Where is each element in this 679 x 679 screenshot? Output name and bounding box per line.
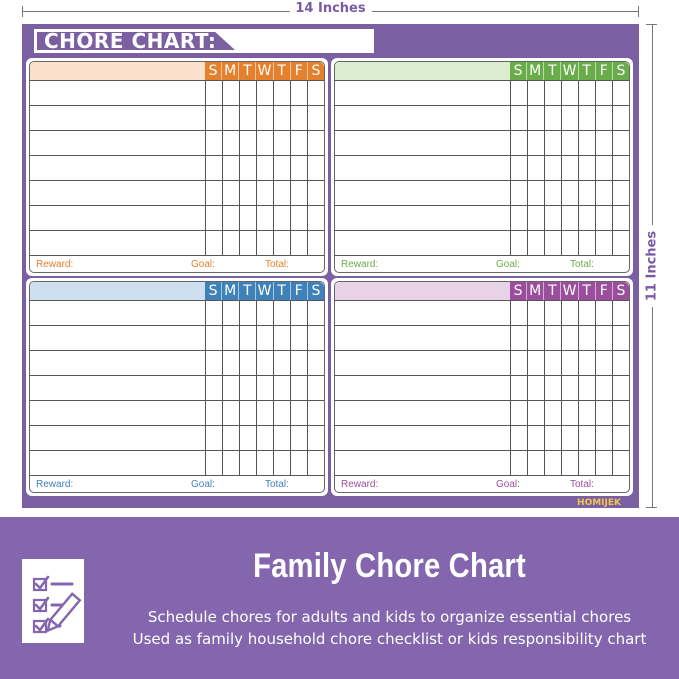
day-label: F	[290, 62, 307, 80]
grid-row-line	[30, 300, 324, 301]
day-header	[205, 282, 324, 300]
grid-row-line	[335, 255, 629, 256]
panel-footer	[341, 259, 623, 273]
chore-grid	[30, 300, 324, 475]
grid-row-line	[335, 450, 629, 451]
grid-column-line	[273, 80, 274, 255]
total-label: Total:	[570, 479, 594, 490]
chore-grid	[335, 80, 629, 255]
grid-row-line	[30, 230, 324, 231]
grid-row-line	[335, 400, 629, 401]
day-label: M	[526, 282, 543, 300]
day-label: M	[526, 62, 543, 80]
grid-column-line	[222, 300, 223, 475]
grid-row-line	[30, 375, 324, 376]
grid-column-line	[578, 80, 579, 255]
banner-line-2: Used as family household chore checklist or kids responsibility chart	[132, 630, 647, 648]
grid-row-line	[335, 105, 629, 106]
height-label: 11 Inches	[645, 225, 660, 307]
panel-footer	[36, 259, 318, 273]
grid-row-line	[30, 400, 324, 401]
total-label: Total:	[265, 479, 289, 490]
grid-column-line	[544, 80, 545, 255]
grid-column-line	[527, 80, 528, 255]
grid-row-line	[335, 180, 629, 181]
day-label: F	[290, 282, 307, 300]
day-label: T	[578, 62, 595, 80]
grid-row-line	[30, 350, 324, 351]
grid-column-line	[239, 300, 240, 475]
day-label: S	[510, 62, 526, 80]
day-label: F	[595, 62, 612, 80]
goal-label: Goal:	[496, 479, 520, 490]
chore-panel-green	[331, 58, 633, 276]
feature-banner	[0, 517, 679, 679]
grid-row-line	[335, 375, 629, 376]
grid-row-line	[335, 300, 629, 301]
day-label: S	[307, 62, 324, 80]
grid-row-line	[335, 230, 629, 231]
grid-column-line	[595, 300, 596, 475]
day-label: S	[612, 62, 629, 80]
grid-column-line	[290, 80, 291, 255]
width-dimension	[22, 0, 639, 22]
day-header	[510, 62, 629, 80]
grid-row-line	[30, 205, 324, 206]
checklist-pencil-icon	[20, 557, 92, 647]
day-label: T	[238, 62, 255, 80]
grid-column-line	[612, 300, 613, 475]
grid-column-line	[222, 80, 223, 255]
day-label: T	[578, 282, 595, 300]
title-bar	[34, 29, 374, 53]
panel-header-band	[30, 62, 205, 80]
brand-logo: HOMIJEK	[577, 498, 621, 508]
panel-footer	[36, 479, 318, 493]
day-label: W	[560, 62, 577, 80]
chore-panel-blue	[26, 278, 328, 496]
grid-row-line	[30, 155, 324, 156]
goal-label: Goal:	[496, 259, 520, 270]
grid-row-line	[30, 80, 324, 81]
height-dimension	[640, 24, 664, 508]
grid-row-line	[335, 350, 629, 351]
grid-column-line	[307, 300, 308, 475]
day-label: T	[238, 282, 255, 300]
grid-row-line	[30, 425, 324, 426]
grid-column-line	[239, 80, 240, 255]
goal-label: Goal:	[191, 479, 215, 490]
grid-column-line	[561, 80, 562, 255]
width-label: 14 Inches	[289, 1, 371, 16]
chore-grid	[30, 80, 324, 255]
grid-column-line	[510, 80, 511, 255]
goal-label: Goal:	[191, 259, 215, 270]
grid-row-line	[335, 325, 629, 326]
day-label: S	[205, 62, 221, 80]
grid-column-line	[290, 300, 291, 475]
grid-column-line	[595, 80, 596, 255]
chore-chart-board	[22, 24, 639, 508]
day-header	[510, 282, 629, 300]
grid-column-line	[205, 80, 206, 255]
panel-header-band	[335, 282, 510, 300]
day-label: W	[255, 282, 272, 300]
day-label: T	[273, 282, 290, 300]
grid-column-line	[307, 80, 308, 255]
grid-row-line	[30, 180, 324, 181]
day-label: T	[543, 62, 560, 80]
grid-row-line	[30, 325, 324, 326]
day-label: S	[205, 282, 221, 300]
grid-row-line	[30, 255, 324, 256]
day-label: W	[255, 62, 272, 80]
total-label: Total:	[265, 259, 289, 270]
reward-label: Reward:	[341, 479, 379, 490]
grid-column-line	[527, 300, 528, 475]
day-label: W	[560, 282, 577, 300]
day-label: S	[307, 282, 324, 300]
chore-panel-orange	[26, 58, 328, 276]
reward-label: Reward:	[341, 259, 379, 270]
panel-footer	[341, 479, 623, 493]
grid-row-line	[30, 475, 324, 476]
grid-column-line	[510, 300, 511, 475]
banner-headline: Family Chore Chart	[253, 547, 526, 585]
chart-title: CHORE CHART:	[44, 29, 217, 53]
grid-row-line	[335, 475, 629, 476]
grid-row-line	[30, 105, 324, 106]
grid-column-line	[578, 300, 579, 475]
grid-row-line	[30, 130, 324, 131]
day-label: F	[595, 282, 612, 300]
total-label: Total:	[570, 259, 594, 270]
grid-column-line	[273, 300, 274, 475]
grid-row-line	[335, 80, 629, 81]
grid-column-line	[544, 300, 545, 475]
grid-row-line	[335, 205, 629, 206]
banner-line-1: Schedule chores for adults and kids to organize essential chores	[147, 608, 632, 626]
reward-label: Reward:	[36, 479, 74, 490]
grid-row-line	[335, 425, 629, 426]
chore-panel-purple	[331, 278, 633, 496]
grid-row-line	[335, 155, 629, 156]
grid-row-line	[30, 450, 324, 451]
grid-row-line	[335, 130, 629, 131]
chore-grid	[335, 300, 629, 475]
grid-column-line	[256, 80, 257, 255]
day-header	[205, 62, 324, 80]
day-label: M	[221, 282, 238, 300]
grid-column-line	[205, 300, 206, 475]
grid-column-line	[256, 300, 257, 475]
panel-header-band	[30, 282, 205, 300]
day-label: M	[221, 62, 238, 80]
day-label: S	[612, 282, 629, 300]
reward-label: Reward:	[36, 259, 74, 270]
panel-header-band	[335, 62, 510, 80]
grid-column-line	[561, 300, 562, 475]
day-label: T	[543, 282, 560, 300]
grid-column-line	[612, 80, 613, 255]
day-label: T	[273, 62, 290, 80]
day-label: S	[510, 282, 526, 300]
